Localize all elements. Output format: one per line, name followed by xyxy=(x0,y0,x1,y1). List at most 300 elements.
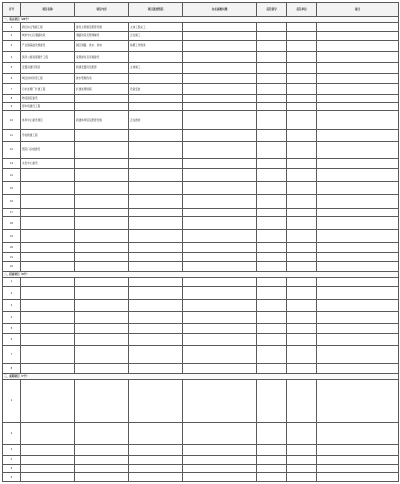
table-cell xyxy=(183,141,257,158)
table-cell xyxy=(129,130,183,142)
table-cell xyxy=(317,62,399,73)
table-cell xyxy=(183,445,257,456)
table-cell xyxy=(75,230,129,243)
table-cell xyxy=(257,32,287,40)
table-cell xyxy=(257,422,287,444)
table-row xyxy=(3,62,399,73)
header-cell: 项目进展情况 xyxy=(129,3,183,17)
table-row xyxy=(3,84,399,95)
header-cell: 责任领导 xyxy=(257,3,287,17)
table-cell: 新区综合管廊工程 xyxy=(21,22,75,31)
table-row xyxy=(3,182,399,195)
table-cell xyxy=(317,195,399,209)
table-cell xyxy=(183,380,257,422)
table-cell xyxy=(129,73,183,84)
table-cell xyxy=(21,287,75,300)
table-cell xyxy=(317,111,399,130)
table-cell xyxy=(75,195,129,209)
header-cell: 项目内容 xyxy=(75,3,129,17)
table-cell xyxy=(257,346,287,364)
table-cell xyxy=(183,32,257,40)
table-cell: 园区道路、供水、供电 xyxy=(75,40,129,52)
table-cell: 5 xyxy=(3,465,21,473)
table-row xyxy=(3,334,399,346)
section-title: 一、重点项目（28个） xyxy=(3,17,399,23)
table-cell xyxy=(257,62,287,73)
table-cell xyxy=(317,252,399,261)
table-cell xyxy=(287,230,317,243)
table-cell xyxy=(75,445,129,456)
table-cell xyxy=(75,465,129,473)
table-cell xyxy=(21,455,75,464)
table-cell xyxy=(257,311,287,323)
table-cell: 1 xyxy=(3,380,21,422)
table-cell xyxy=(129,465,183,473)
table-cell xyxy=(129,287,183,300)
table-cell xyxy=(183,62,257,73)
table-cell xyxy=(257,217,287,230)
table-body xyxy=(3,17,399,482)
table-row xyxy=(3,130,399,142)
table-cell xyxy=(75,94,129,102)
table-cell xyxy=(257,380,287,422)
table-cell xyxy=(287,262,317,271)
table-cell: 1 xyxy=(3,277,21,286)
table-row xyxy=(3,158,399,169)
table-cell xyxy=(21,346,75,364)
table-cell xyxy=(287,103,317,111)
table-cell xyxy=(257,182,287,195)
table-cell xyxy=(129,141,183,158)
table-cell xyxy=(183,277,257,286)
table-cell xyxy=(129,473,183,482)
section-title: 三、前期项目（7个） xyxy=(3,374,399,380)
table-cell: 20 xyxy=(3,243,21,252)
table-cell: 12 xyxy=(3,141,21,158)
header-cell: 备注 xyxy=(317,3,399,17)
table-cell xyxy=(287,346,317,364)
table-cell xyxy=(183,73,257,84)
table-cell xyxy=(257,141,287,158)
table-cell xyxy=(183,130,257,142)
table-cell xyxy=(183,158,257,169)
table-cell: 产业园基础设施建设 xyxy=(21,40,75,52)
table-cell xyxy=(317,422,399,444)
table-cell: 18 xyxy=(3,217,21,230)
table-row xyxy=(3,230,399,243)
table-cell xyxy=(129,195,183,209)
table-cell xyxy=(75,380,129,422)
table-cell xyxy=(129,209,183,217)
table-cell: 排水管网改造 xyxy=(75,73,129,84)
table-cell xyxy=(183,300,257,312)
table-cell xyxy=(287,182,317,195)
table-cell xyxy=(129,311,183,323)
table-cell xyxy=(317,73,399,84)
table-cell xyxy=(317,158,399,169)
table-cell: 停车场建设工程 xyxy=(21,103,75,111)
table-cell xyxy=(317,380,399,422)
table-cell xyxy=(21,217,75,230)
table-cell xyxy=(21,262,75,271)
table-cell xyxy=(257,22,287,31)
table-cell xyxy=(257,84,287,95)
table-cell xyxy=(21,169,75,182)
table-cell xyxy=(183,262,257,271)
table-cell: 扩建处理规模 xyxy=(75,84,129,95)
table-cell xyxy=(21,182,75,195)
table-cell xyxy=(317,311,399,323)
table-cell xyxy=(317,32,399,40)
table-cell xyxy=(183,103,257,111)
table-cell xyxy=(129,217,183,230)
table-cell xyxy=(129,103,183,111)
table-cell xyxy=(129,455,183,464)
table-cell xyxy=(183,182,257,195)
table-row xyxy=(3,111,399,130)
table-cell xyxy=(287,130,317,142)
table-cell xyxy=(183,94,257,102)
table-cell xyxy=(287,465,317,473)
table-cell xyxy=(287,455,317,464)
table-cell xyxy=(317,473,399,482)
table-cell xyxy=(129,363,183,374)
table-row xyxy=(3,217,399,230)
table-cell xyxy=(317,217,399,230)
table-cell xyxy=(21,195,75,209)
table-row xyxy=(3,243,399,252)
table-cell xyxy=(183,217,257,230)
table-cell xyxy=(287,209,317,217)
table-cell: 设备安装 xyxy=(129,84,183,95)
table-cell: 新建安置房及配套 xyxy=(75,62,129,73)
table-cell xyxy=(257,363,287,374)
table-cell: 8 xyxy=(3,363,21,374)
table-row xyxy=(3,287,399,300)
table-row xyxy=(3,422,399,444)
table-cell: 2 xyxy=(3,32,21,40)
table-cell xyxy=(287,169,317,182)
table-cell xyxy=(129,422,183,444)
table-cell: 13 xyxy=(3,158,21,169)
table-cell xyxy=(257,230,287,243)
table-cell xyxy=(183,252,257,261)
table-cell xyxy=(75,182,129,195)
table-cell xyxy=(21,230,75,243)
table-cell: 主体施工 xyxy=(129,62,183,73)
table-cell xyxy=(257,111,287,130)
table-cell xyxy=(257,287,287,300)
table-cell xyxy=(257,169,287,182)
table-cell xyxy=(75,130,129,142)
table-cell xyxy=(257,300,287,312)
table-cell xyxy=(129,380,183,422)
table-cell: 19 xyxy=(3,230,21,243)
table-cell xyxy=(75,473,129,482)
table-cell xyxy=(287,217,317,230)
table-cell xyxy=(257,40,287,52)
table-cell: 14 xyxy=(3,169,21,182)
table-cell: 4 xyxy=(3,455,21,464)
table-cell xyxy=(75,277,129,286)
table-cell xyxy=(317,169,399,182)
table-cell xyxy=(183,323,257,334)
table-cell: 城市中心区道路改造 xyxy=(21,32,75,40)
table-cell: 景观绿化及亭廊建设 xyxy=(75,52,129,63)
table-cell: 建设主管廊及配套设施 xyxy=(75,22,129,31)
table-cell xyxy=(287,277,317,286)
project-table xyxy=(2,2,399,482)
table-row xyxy=(3,73,399,84)
table-cell xyxy=(257,252,287,261)
table-cell: 道路改造及管网铺设 xyxy=(75,32,129,40)
table-cell xyxy=(75,103,129,111)
table-row xyxy=(3,311,399,323)
table-cell xyxy=(129,277,183,286)
table-cell xyxy=(183,52,257,63)
table-cell xyxy=(75,287,129,300)
table-cell xyxy=(183,422,257,444)
table-cell: 体育中心建设项目 xyxy=(21,111,75,130)
table-cell xyxy=(317,52,399,63)
table-cell: 21 xyxy=(3,252,21,261)
table-cell xyxy=(257,445,287,456)
table-cell xyxy=(129,346,183,364)
table-cell xyxy=(183,209,257,217)
table-cell: 主体工程完工 xyxy=(129,22,183,31)
table-cell: 8 xyxy=(3,94,21,102)
table-row xyxy=(3,32,399,40)
table-cell xyxy=(287,473,317,482)
table-cell xyxy=(21,422,75,444)
table-row xyxy=(3,380,399,422)
table-cell xyxy=(183,230,257,243)
table-cell xyxy=(317,445,399,456)
table-row xyxy=(3,300,399,312)
table-cell xyxy=(183,243,257,252)
table-cell xyxy=(129,252,183,261)
table-cell xyxy=(257,473,287,482)
table-cell xyxy=(317,130,399,142)
table-cell: 文化中心建设 xyxy=(21,158,75,169)
table-cell xyxy=(317,230,399,243)
table-cell xyxy=(21,380,75,422)
table-cell: 3 xyxy=(3,445,21,456)
table-cell xyxy=(287,363,317,374)
table-cell xyxy=(257,73,287,84)
table-row xyxy=(3,52,399,63)
table-cell xyxy=(257,323,287,334)
table-cell xyxy=(257,277,287,286)
table-row xyxy=(3,103,399,111)
table-cell xyxy=(287,252,317,261)
table-cell xyxy=(317,141,399,158)
table-cell xyxy=(287,334,317,346)
table-cell xyxy=(183,22,257,31)
table-cell xyxy=(287,380,317,422)
table-cell: 1 xyxy=(3,22,21,31)
table-row xyxy=(3,40,399,52)
table-cell: 6 xyxy=(3,473,21,482)
table-row xyxy=(3,277,399,286)
table-cell xyxy=(317,84,399,95)
table-cell: 滨河公园景观提升工程 xyxy=(21,52,75,63)
table-cell xyxy=(317,287,399,300)
table-cell xyxy=(287,311,317,323)
table-cell: 学校新建工程 xyxy=(21,130,75,142)
table-cell xyxy=(183,311,257,323)
table-cell xyxy=(21,300,75,312)
table-cell xyxy=(75,300,129,312)
table-cell: 3 xyxy=(3,40,21,52)
table-cell xyxy=(257,195,287,209)
table-cell: 前期工作推进 xyxy=(129,40,183,52)
table-cell xyxy=(287,73,317,84)
table-cell xyxy=(183,287,257,300)
header-row xyxy=(3,3,399,17)
table-row xyxy=(3,473,399,482)
header-cell: 存在困难问题 xyxy=(183,3,257,17)
table-cell: 11 xyxy=(3,130,21,142)
table-row xyxy=(3,323,399,334)
table-cell xyxy=(317,277,399,286)
table-cell xyxy=(317,300,399,312)
table-cell xyxy=(183,169,257,182)
table-cell: 2 xyxy=(3,287,21,300)
table-row xyxy=(3,22,399,31)
table-cell xyxy=(257,243,287,252)
table-cell: 城区排水防涝工程 xyxy=(21,73,75,84)
table-cell xyxy=(129,445,183,456)
table-cell xyxy=(129,323,183,334)
table-cell xyxy=(257,455,287,464)
table-cell xyxy=(257,334,287,346)
table-cell: 污水处理厂扩建工程 xyxy=(21,84,75,95)
table-cell xyxy=(21,277,75,286)
table-cell: 5 xyxy=(3,323,21,334)
table-cell: 17 xyxy=(3,209,21,217)
table-row xyxy=(3,169,399,182)
table-row xyxy=(3,455,399,464)
table-cell xyxy=(257,209,287,217)
table-cell xyxy=(129,230,183,243)
table-cell xyxy=(287,158,317,169)
table-cell xyxy=(287,141,317,158)
table-cell xyxy=(75,323,129,334)
table-cell xyxy=(129,262,183,271)
table-cell xyxy=(317,262,399,271)
table-cell xyxy=(183,111,257,130)
table-cell xyxy=(21,243,75,252)
table-row xyxy=(3,346,399,364)
table-cell xyxy=(183,465,257,473)
table-cell xyxy=(21,209,75,217)
table-cell xyxy=(317,243,399,252)
table-cell xyxy=(317,94,399,102)
table-cell xyxy=(183,363,257,374)
table-row xyxy=(3,445,399,456)
table-cell xyxy=(287,111,317,130)
table-cell xyxy=(129,94,183,102)
table-cell xyxy=(75,217,129,230)
table-row xyxy=(3,262,399,271)
table-cell xyxy=(287,243,317,252)
table-cell xyxy=(317,346,399,364)
table-cell: 7 xyxy=(3,84,21,95)
table-cell: 5 xyxy=(3,62,21,73)
table-row xyxy=(3,363,399,374)
table-cell xyxy=(287,22,317,31)
table-cell: 医院门诊楼建设 xyxy=(21,141,75,158)
table-cell xyxy=(129,182,183,195)
table-cell: 2 xyxy=(3,422,21,444)
table-cell xyxy=(257,52,287,63)
table-cell xyxy=(287,52,317,63)
table-cell: 7 xyxy=(3,346,21,364)
table-cell xyxy=(287,300,317,312)
table-cell xyxy=(75,252,129,261)
table-cell xyxy=(129,243,183,252)
table-cell xyxy=(317,40,399,52)
table-cell: 15 xyxy=(3,182,21,195)
table-cell xyxy=(287,94,317,102)
table-cell: 6 xyxy=(3,334,21,346)
table-cell xyxy=(317,334,399,346)
table-cell: 3 xyxy=(3,300,21,312)
table-cell xyxy=(317,465,399,473)
table-cell xyxy=(287,287,317,300)
table-cell xyxy=(287,40,317,52)
table-cell xyxy=(75,422,129,444)
table-cell: 6 xyxy=(3,73,21,84)
table-cell xyxy=(317,363,399,374)
table-cell: 新建体育馆及配套设施 xyxy=(75,111,129,130)
header-cell: 序号 xyxy=(3,3,21,17)
table-cell xyxy=(317,209,399,217)
table-cell: 正在推进 xyxy=(129,111,183,130)
table-cell xyxy=(287,195,317,209)
table-cell xyxy=(183,346,257,364)
table-cell xyxy=(257,262,287,271)
table-cell xyxy=(75,262,129,271)
table-cell xyxy=(183,455,257,464)
table-cell xyxy=(75,363,129,374)
table-cell xyxy=(21,465,75,473)
table-cell xyxy=(75,158,129,169)
table-cell: 22 xyxy=(3,262,21,271)
table-cell xyxy=(183,195,257,209)
table-cell xyxy=(75,209,129,217)
table-cell: 4 xyxy=(3,52,21,63)
table-cell xyxy=(75,346,129,364)
table-cell: 16 xyxy=(3,195,21,209)
header-cell: 项目名称 xyxy=(21,3,75,17)
table-cell xyxy=(317,455,399,464)
table-cell xyxy=(75,311,129,323)
table-row xyxy=(3,465,399,473)
table-cell xyxy=(287,422,317,444)
header-cell: 责任单位 xyxy=(287,3,317,17)
table-cell xyxy=(75,141,129,158)
table-cell xyxy=(257,465,287,473)
table-cell xyxy=(287,445,317,456)
table-cell xyxy=(75,243,129,252)
table-cell xyxy=(129,169,183,182)
table-cell xyxy=(75,334,129,346)
table-cell xyxy=(75,455,129,464)
table-cell xyxy=(129,300,183,312)
table-cell: 9 xyxy=(3,103,21,111)
